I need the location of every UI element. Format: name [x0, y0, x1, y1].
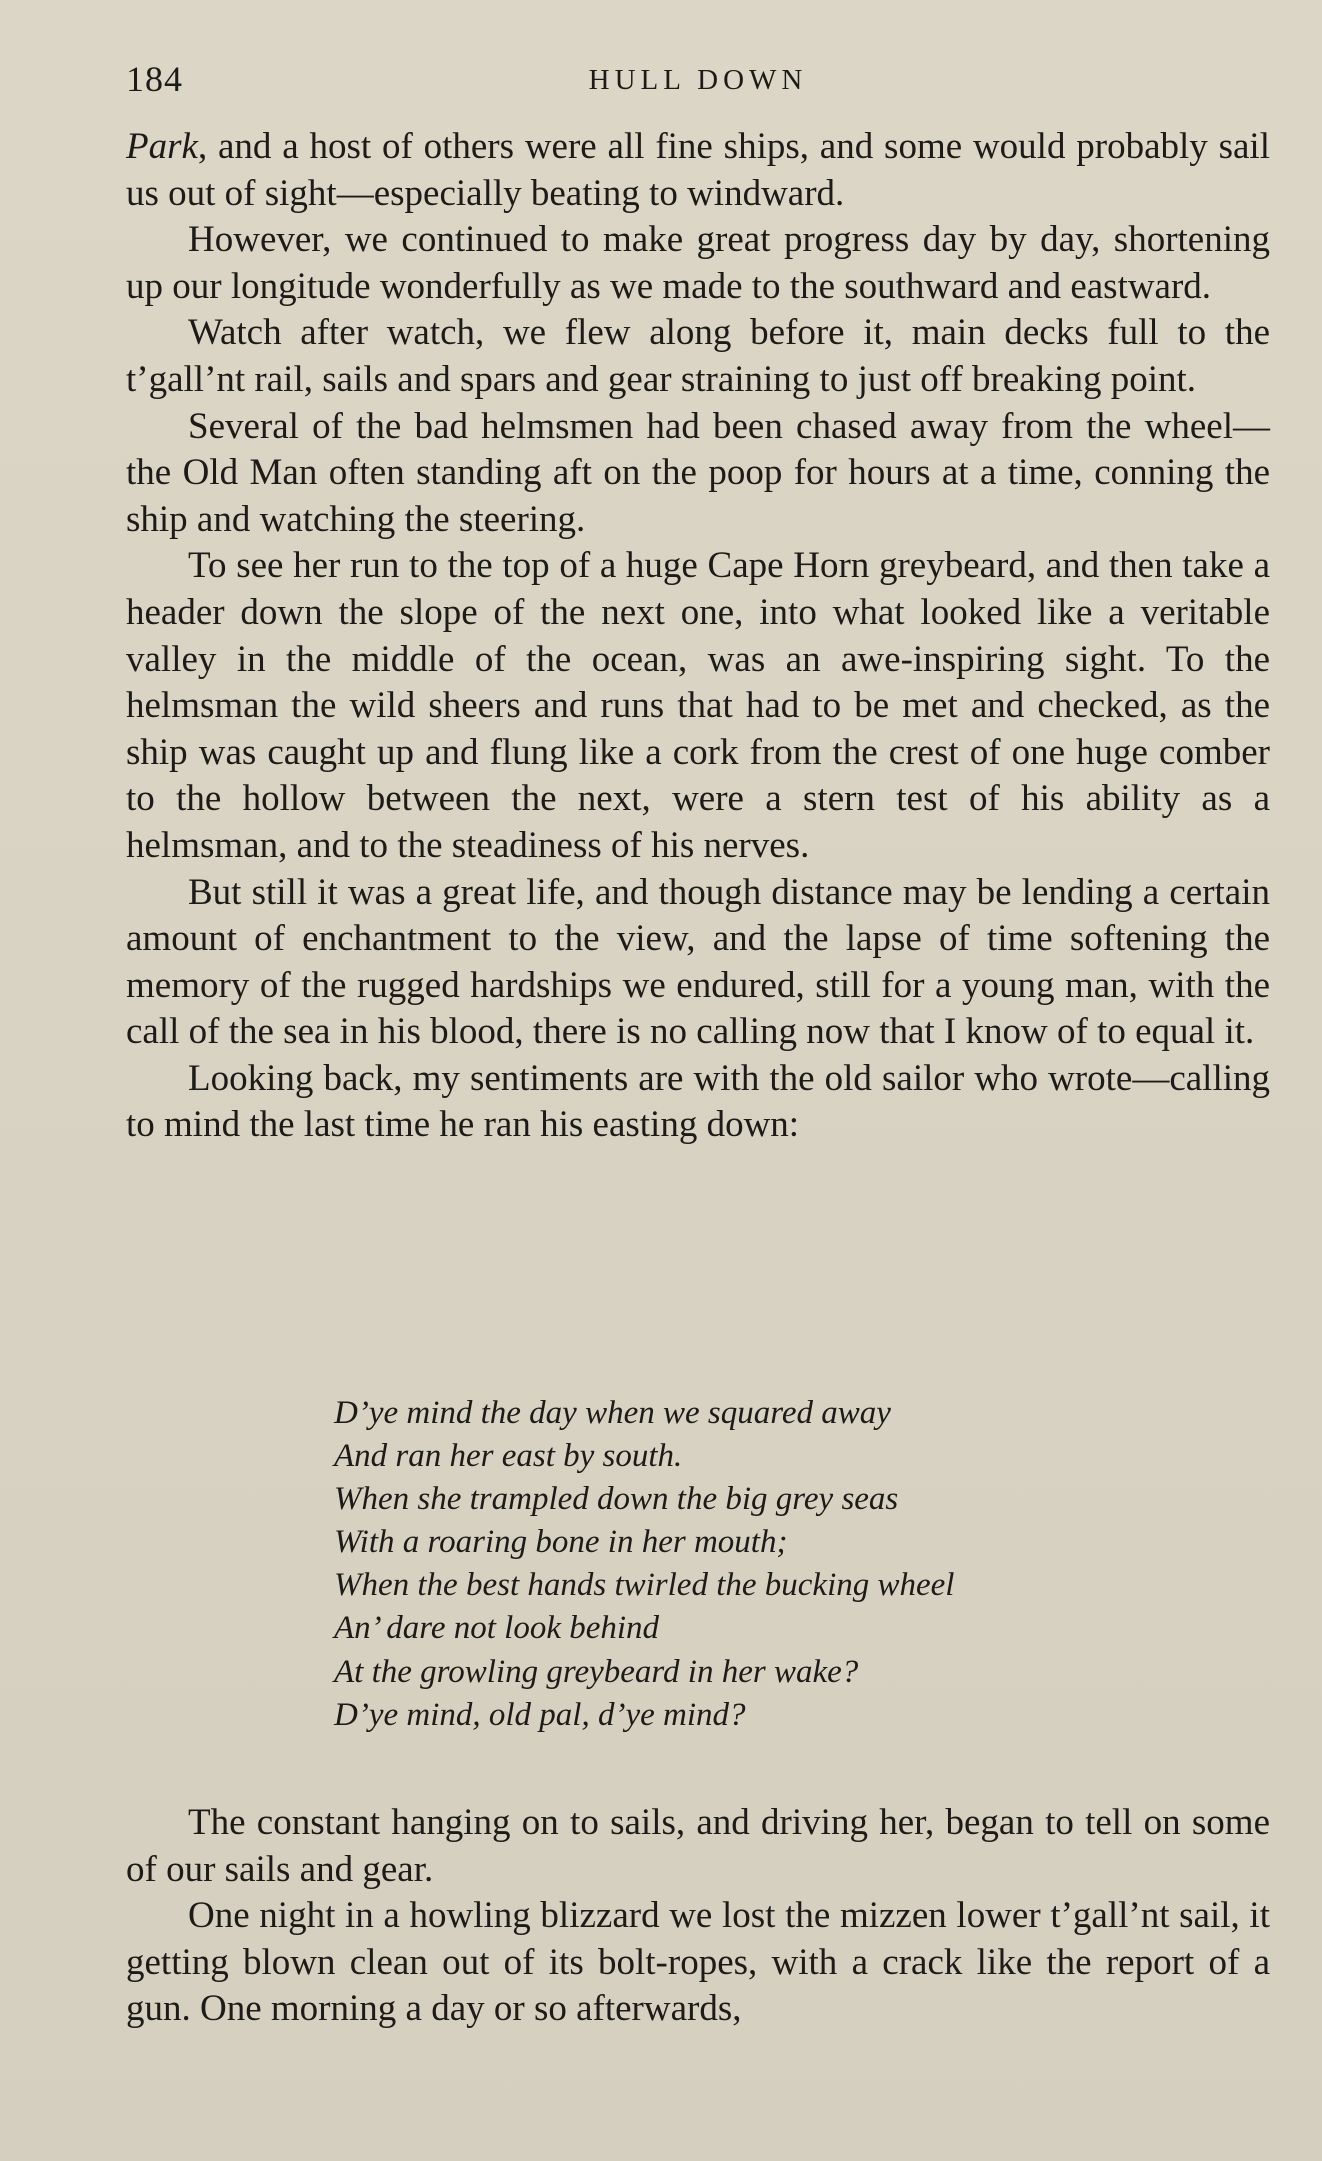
paragraph: However, we continued to make great progress day by day, shortening up our longitude wonderfully as we made to the southward and eastward.: [126, 219, 1270, 307]
body-text-lower: [126, 1800, 1270, 2033]
body-text-upper: [126, 124, 1270, 1149]
poem-line: At the growling greybeard in her wake?: [334, 1653, 859, 1690]
poem-line: An’ dare not look behind: [334, 1610, 660, 1647]
paragraph: Several of the bad helmsmen had been chased away from the wheel—the Old Man often standing aft on the poop for hours at a time, conning the ship and watching the steering.: [126, 405, 1270, 540]
page-number: 184: [126, 59, 183, 99]
paragraph: The constant hanging on to sails, and driving her, began to tell on some of our sails and gear.: [126, 1802, 1270, 1890]
poem-line: When the best hands twirled the bucking wheel: [334, 1567, 955, 1604]
poem-line: When she trampled down the big grey seas: [334, 1481, 899, 1518]
paragraph-text: , and a host of others were all fine ships, and some would probably sail us out of sight—especially beating to windward.: [126, 126, 1270, 214]
paragraph: Looking back, my sentiments are with the old sailor who wrote—calling to mind the last time he ran his easting down:: [126, 1057, 1270, 1146]
paragraph: [126, 124, 1270, 217]
paragraph: But still it was a great life, and though distance may be lending a certain amount of enchantment to the view, and the lapse of time softening the memory of the rugged hardships we endured, still for a young man, with the call of the sea in his blood, there is no calling now that I know of to equal it.: [126, 871, 1270, 1053]
ship-name-italic: Park: [126, 126, 198, 167]
paragraph: One night in a howling blizzard we lost the mizzen lower t’gall’nt sail, it getting blown clean out of its bolt-ropes, with a crack like the report of a gun. One morning a day or so afterwards,: [126, 1895, 1270, 2030]
page-header: [126, 58, 1270, 104]
paragraph: Watch after watch, we flew along before it, main decks full to the t’gall’nt rail, sails and spars and gear straining to just off breaking point.: [126, 312, 1270, 400]
poem-line: And ran her east by south.: [334, 1438, 683, 1475]
poem-line: D’ye mind, old pal, d’ye mind?: [334, 1696, 746, 1733]
running-head: HULL DOWN: [588, 64, 808, 96]
poem-line: With a roaring bone in her mouth;: [334, 1524, 788, 1561]
paragraph: To see her run to the top of a huge Cape Horn greybeard, and then take a header down the slope of the next one, into what looked like a veritable valley in the middle of the ocean, was an awe-inspiring sight. To the helmsman the wild sheers and runs that had to be met and checked, as the ship was caught up and flung like a cork from the crest of one huge comber to the hollow between the next, were a stern test of his ability as a helmsman, and to the steadiness of his nerves.: [126, 545, 1270, 866]
poem-verse: [334, 1392, 1154, 1737]
poem-line: D’ye mind the day when we squared away: [334, 1395, 891, 1431]
